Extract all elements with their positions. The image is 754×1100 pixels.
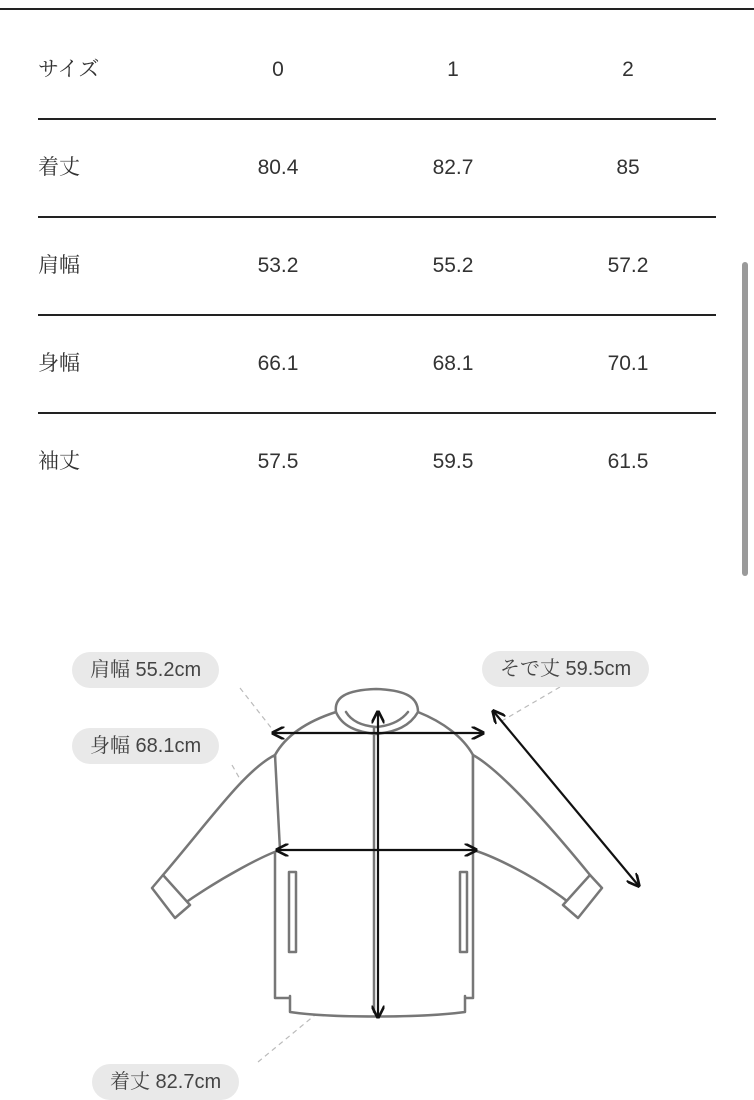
row-value: 80.4: [257, 156, 299, 179]
sleeve-length-label: そで丈 59.5cm: [482, 651, 649, 687]
sleeve-leader-line: [500, 687, 560, 722]
shoulder-width-label: 肩幅 55.2cm: [72, 652, 219, 688]
left-sleeve: [163, 755, 280, 905]
total-length-label: 着丈 82.7cm: [92, 1064, 239, 1100]
table-row: [38, 120, 716, 218]
scrollbar-thumb[interactable]: [742, 262, 748, 576]
row-value: 85: [616, 156, 640, 179]
row-value: 66.1: [257, 352, 299, 375]
table-row: [38, 414, 716, 512]
shoulder-leader-line: [240, 688, 276, 734]
header-size-1: 1: [447, 58, 459, 81]
row-value: 55.2: [432, 254, 474, 277]
row-value: 57.2: [607, 254, 649, 277]
row-label: 袖丈: [38, 450, 80, 473]
top-divider: [0, 8, 754, 10]
row-value: 57.5: [257, 450, 299, 473]
size-table: [38, 22, 716, 512]
table-row: [38, 218, 716, 316]
row-label: 着丈: [38, 156, 80, 179]
row-value: 59.5: [432, 450, 474, 473]
left-pocket: [289, 872, 296, 952]
body-width-label: 身幅 68.1cm: [72, 728, 219, 764]
row-value: 70.1: [607, 352, 649, 375]
row-value: 61.5: [607, 450, 649, 473]
right-sleeve: [473, 755, 590, 905]
right-pocket: [460, 872, 467, 952]
row-label: 肩幅: [38, 254, 80, 277]
header-size-0: 0: [272, 58, 284, 81]
row-label: 身幅: [38, 352, 80, 375]
table-row: [38, 316, 716, 414]
row-value: 82.7: [432, 156, 474, 179]
header-size-2: 2: [622, 58, 634, 81]
row-value: 68.1: [432, 352, 474, 375]
table-header-row: [38, 22, 716, 120]
header-label: サイズ: [38, 58, 100, 81]
row-value: 53.2: [257, 254, 299, 277]
